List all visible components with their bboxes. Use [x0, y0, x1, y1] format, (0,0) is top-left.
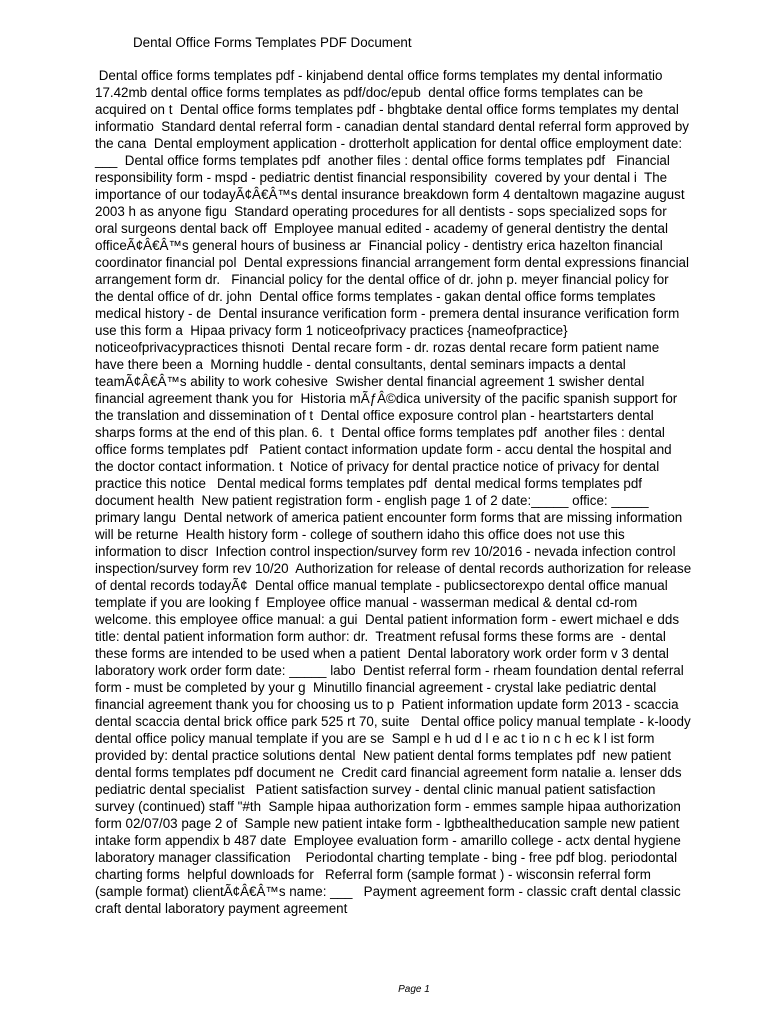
body-text-line: will be returne Health history form - college of southern idaho this office does not use this	[95, 527, 625, 542]
body-text-line: of dental records todayÃ¢ Dental office manual template - publicsectorexpo dental office manual	[95, 578, 668, 593]
body-text-line: responsibility form - mspd - pediatric dentist financial responsibility covered by your dental i The	[95, 170, 668, 185]
document-body	[95, 67, 735, 917]
body-text-line: officeÃ¢Â€Â™s general hours of business ar Financial policy - dentistry erica hazelton financial	[95, 238, 663, 253]
body-text-line: noticeofprivacypractices thisnoti Dental recare form - dr. rozas dental recare form patient name	[95, 340, 660, 355]
body-text-line: charting forms helpful downloads for Referral form (sample format ) - wisconsin referral form	[95, 867, 651, 882]
body-text-line: laboratory work order form date: _____ labo Dentist referral form - rheam foundation dental referral	[95, 663, 684, 678]
body-text-line: information to discr Infection control inspection/survey form rev 10/2016 - nevada infection control	[95, 544, 676, 559]
body-text-line: coordinator financial pol Dental expressions financial arrangement form dental expressions financial	[95, 255, 689, 270]
body-text-line: 17.42mb dental office forms templates as pdf/doc/epub dental office forms templates can be	[95, 85, 644, 100]
body-text-line: survey (continued) staff "#th Sample hipaa authorization form - emmes sample hipaa authorization	[95, 799, 681, 814]
body-text-line: sharps forms at the end of this plan. 6. t Dental office forms templates pdf another files : dental	[95, 425, 665, 440]
body-text-line: form 02/07/03 page 2 of Sample new patient intake form - lgbthealtheducation sample new patient	[95, 816, 680, 831]
body-text-line: Dental office forms templates pdf - kinjabend dental office forms templates my dental informatio	[95, 68, 663, 83]
body-text-line: dental office policy manual template if you are se Sampl e h ud d l e ac t io n c h ec k l ist form	[95, 731, 655, 746]
body-text-line: teamÃ¢Â€Â™s ability to work cohesive Swisher dental financial agreement 1 swisher dental	[95, 374, 645, 389]
body-text-line: use this form a Hipaa privacy form 1 noticeofprivacy practices {nameofpractice}	[95, 323, 568, 338]
body-text-line: ___ Dental office forms templates pdf another files : dental office forms templates pdf Financial	[95, 153, 670, 168]
body-text-line: arrangement form dr. Financial policy for the dental office of dr. john p. meyer financial policy for	[95, 272, 669, 287]
body-text-line: (sample format) clientÃ¢Â€Â™s name: ___ Payment agreement form - classic craft dental classic	[95, 884, 681, 899]
body-text-line: 2003 h as anyone figu Standard operating procedures for all dentists - sops specialized sops for	[95, 204, 667, 219]
body-text-line: dental forms templates pdf document ne Credit card financial agreement form natalie a. lenser dds	[95, 765, 682, 780]
body-text-line: these forms are intended to be used when a patient Dental laboratory work order form v 3 dental	[95, 646, 669, 661]
body-text-line: medical history - de Dental insurance verification form - premera dental insurance verification form	[95, 306, 680, 321]
body-text-line: title: dental patient information form author: dr. Treatment refusal forms these forms are - dental	[95, 629, 666, 644]
document-title: Dental Office Forms Templates PDF Document	[133, 35, 412, 50]
body-text-line: craft dental laboratory payment agreement	[95, 901, 348, 916]
body-text-line: provided by: dental practice solutions dental New patient dental forms templates pdf new patient	[95, 748, 672, 763]
body-text-line: primary langu Dental network of america patient encounter form forms that are missing information	[95, 510, 683, 525]
body-text-line: acquired on t Dental office forms templates pdf - bhgbtake dental office forms templates my dental	[95, 102, 679, 117]
body-text-line: informatio Standard dental referral form - canadian dental standard dental referral form approved by	[95, 119, 689, 134]
body-text-line: pediatric dental specialist Patient satisfaction survey - dental clinic manual patient satisfaction	[95, 782, 656, 797]
page-number: Page 1	[398, 984, 430, 995]
body-text-line: template if you are looking f Employee office manual - wasserman medical & dental cd-rom	[95, 595, 638, 610]
body-text-line: inspection/survey form rev 10/20 Authorization for release of dental records authorization for release	[95, 561, 692, 576]
body-text-line: the translation and dissemination of t Dental office exposure control plan - heartstarters dental	[95, 408, 654, 423]
body-text-line: the cana Dental employment application - drotterholt application for dental office employment date:	[95, 136, 683, 151]
body-text-line: practice this notice Dental medical forms templates pdf dental medical forms templates pdf	[95, 476, 643, 491]
body-text-line: the doctor contact information. t Notice of privacy for dental practice notice of privacy for dental	[95, 459, 660, 474]
body-text-line: oral surgeons dental back off Employee manual edited - academy of general dentistry the dental	[95, 221, 668, 236]
body-text-line: document health New patient registration form - english page 1 of 2 date:_____ office: _____	[95, 493, 649, 508]
body-text-line: financial agreement thank you for Historia mÃƒÂ©dica university of the pacific spanish support for	[95, 391, 678, 406]
body-text-line: form - must be completed by your g Minutillo financial agreement - crystal lake pediatric dental	[95, 680, 657, 695]
body-text-line: financial agreement thank you for choosing us to p Patient information update form 2013 - scaccia	[95, 697, 679, 712]
body-text-line: welcome. this employee office manual: a gui Dental patient information form - ewert michael e dds	[95, 612, 680, 627]
body-text-line: office forms templates pdf Patient contact information update form - accu dental the hospital and	[95, 442, 672, 457]
body-text-line: importance of our todayÃ¢Â€Â™s dental insurance breakdown form 4 dentaltown magazine august	[95, 187, 685, 202]
body-text-line: have there been a Morning huddle - dental consultants, dental seminars impacts a dental	[95, 357, 626, 372]
page-number-footer	[0, 984, 770, 996]
body-text-line: intake form appendix b 487 date Employee evaluation form - amarillo college - actx dental hygiene	[95, 833, 681, 848]
body-text-line: laboratory manager classification Periodontal charting template - bing - free pdf blog. periodontal	[95, 850, 678, 865]
body-text-line: dental scaccia dental brick office park 525 rt 70, suite Dental office policy manual template - k-loody	[95, 714, 691, 729]
body-text-line: the dental office of dr. john Dental office forms templates - gakan dental office forms templates	[95, 289, 656, 304]
